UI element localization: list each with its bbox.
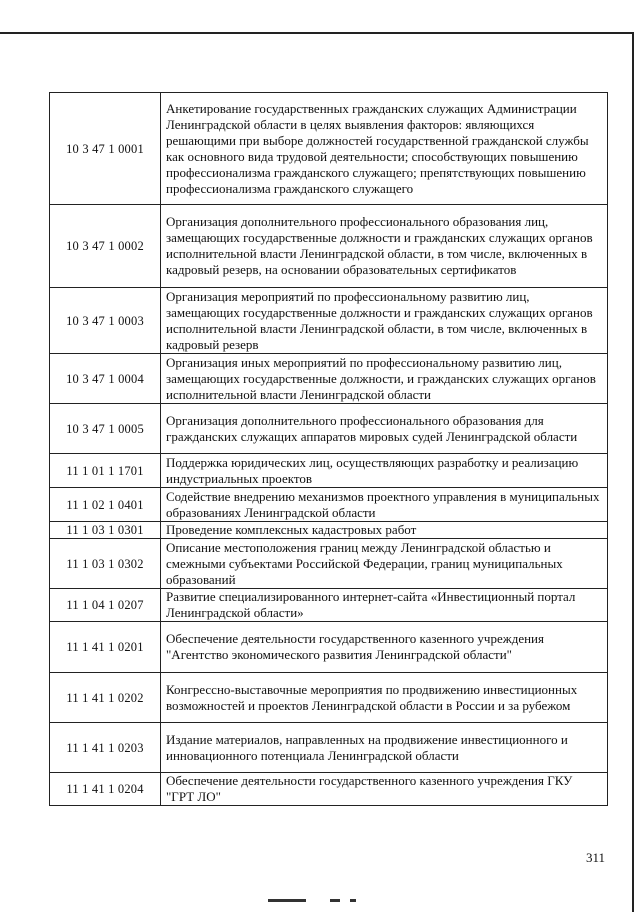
table-row bbox=[50, 93, 608, 205]
description-cell: Поддержка юридических лиц, осуществляющих разработку и реализацию индустриальных проектов bbox=[161, 454, 608, 488]
description-cell: Издание материалов, направленных на продвижение инвестиционного и инновационного потенциала Ленинградской области bbox=[161, 723, 608, 773]
page-number: 311 bbox=[586, 850, 606, 865]
description-cell: Организация дополнительного профессионального образования для гражданских служащих аппаратов мировых судей Ленинградской области bbox=[161, 404, 608, 454]
description-cell: Конгрессно-выставочные мероприятия по продвижению инвестиционных возможностей и проектов Ленинградской области в России и за рубежом bbox=[161, 673, 608, 723]
description-cell: Развитие специализированного интернет-сайта «Инвестиционный портал Ленинградской области» bbox=[161, 589, 608, 622]
table-row bbox=[50, 589, 608, 622]
table-row bbox=[50, 673, 608, 723]
description-cell: Организация дополнительного профессионального образования лиц, замещающих государственные должности и гражданских служащих органов исполнительной власти Ленинградской области, в том числе, включенных в кадровый резерв, на основании образовательных сертификатов bbox=[161, 205, 608, 288]
scan-mark bbox=[330, 899, 340, 902]
budget-code-cell: 11 1 04 1 0207 bbox=[50, 589, 161, 622]
table-row bbox=[50, 205, 608, 288]
table-row bbox=[50, 454, 608, 488]
description-cell: Организация мероприятий по профессиональному развитию лиц, замещающих государственные должности и гражданских служащих органов исполнительной власти Ленинградской области, в том числе, включенных в кадровый резерв bbox=[161, 288, 608, 354]
budget-code-cell: 10 3 47 1 0005 bbox=[50, 404, 161, 454]
table-row bbox=[50, 723, 608, 773]
scan-mark bbox=[268, 899, 306, 902]
budget-code-cell: 10 3 47 1 0004 bbox=[50, 354, 161, 404]
budget-code-cell: 11 1 03 1 0302 bbox=[50, 539, 161, 589]
table-row bbox=[50, 622, 608, 673]
description-cell: Обеспечение деятельности государственного казенного учреждения "Агентство экономического развития Ленинградской области" bbox=[161, 622, 608, 673]
table-body bbox=[50, 93, 608, 806]
table-row bbox=[50, 288, 608, 354]
scan-artifact-strip bbox=[0, 896, 640, 905]
table-row bbox=[50, 404, 608, 454]
scan-mark bbox=[350, 899, 356, 902]
description-cell: Содействие внедрению механизмов проектного управления в муниципальных образованиях Ленинградской области bbox=[161, 488, 608, 522]
budget-code-cell: 11 1 41 1 0203 bbox=[50, 723, 161, 773]
description-cell: Описание местоположения границ между Ленинградской областью и смежными субъектами Российской Федерации, границ муниципальных образований bbox=[161, 539, 608, 589]
budget-code-cell: 10 3 47 1 0002 bbox=[50, 205, 161, 288]
table-row bbox=[50, 539, 608, 589]
table-row bbox=[50, 522, 608, 539]
description-cell: Анкетирование государственных гражданских служащих Администрации Ленинградской области в целях выявления факторов: являющихся решающими при выборе должностей государственной гражданской службы как основного вида трудовой деятельности; способствующих повышению профессионализма гражданского служащего; препятствующих повышению профессионализма гражданского служащего bbox=[161, 93, 608, 205]
table-row bbox=[50, 488, 608, 522]
description-cell: Организация иных мероприятий по профессиональному развитию лиц, замещающих государственные должности, и гражданских служащих органов исполнительной власти Ленинградской области bbox=[161, 354, 608, 404]
description-cell: Обеспечение деятельности государственного казенного учреждения ГКУ "ГРТ ЛО" bbox=[161, 773, 608, 806]
budget-code-cell: 11 1 41 1 0201 bbox=[50, 622, 161, 673]
description-cell: Проведение комплексных кадастровых работ bbox=[161, 522, 608, 539]
budget-codes-table bbox=[49, 92, 608, 806]
table-row bbox=[50, 773, 608, 806]
budget-code-cell: 11 1 02 1 0401 bbox=[50, 488, 161, 522]
budget-code-cell: 11 1 41 1 0202 bbox=[50, 673, 161, 723]
budget-code-cell: 11 1 41 1 0204 bbox=[50, 773, 161, 806]
budget-code-cell: 11 1 01 1 1701 bbox=[50, 454, 161, 488]
budget-code-cell: 10 3 47 1 0003 bbox=[50, 288, 161, 354]
budget-code-cell: 10 3 47 1 0001 bbox=[50, 93, 161, 205]
table-row bbox=[50, 354, 608, 404]
budget-code-cell: 11 1 03 1 0301 bbox=[50, 522, 161, 539]
